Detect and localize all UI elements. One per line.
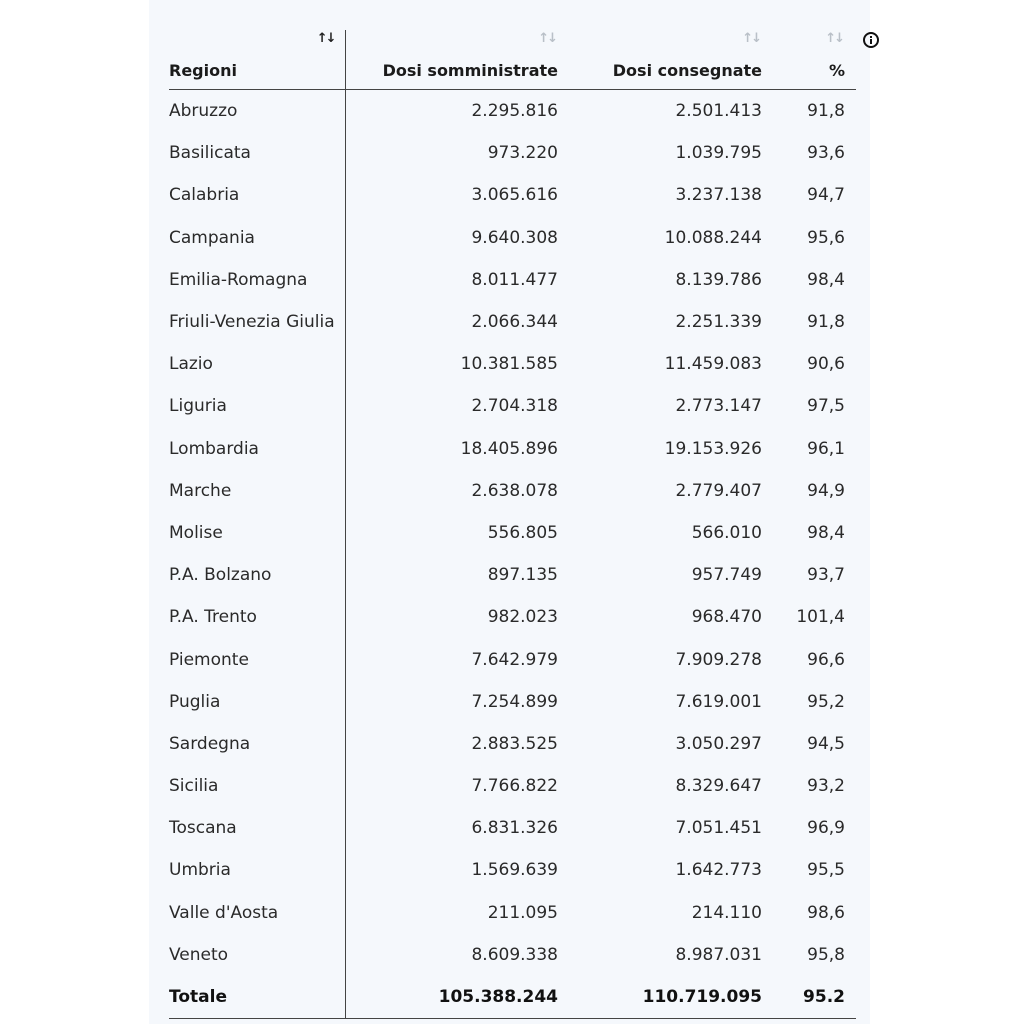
cell-region: Liguria bbox=[169, 385, 345, 427]
cell-region: Valle d'Aosta bbox=[169, 892, 345, 934]
cell-region: P.A. Trento bbox=[169, 596, 345, 638]
cell-administered: 2.066.344 bbox=[471, 312, 558, 333]
cell-delivered: 7.051.451 bbox=[675, 818, 762, 839]
sort-icon[interactable]: ↑↓ bbox=[825, 31, 843, 46]
cell-delivered: 19.153.926 bbox=[664, 438, 762, 459]
cell-delivered: 7.619.001 bbox=[675, 691, 762, 712]
cell-region: Toscana bbox=[169, 807, 345, 849]
table-header-row bbox=[169, 30, 856, 90]
cell-administered: 973.220 bbox=[487, 143, 558, 164]
cell-percent: 94,7 bbox=[807, 185, 845, 206]
cell-percent: 91,8 bbox=[807, 312, 845, 333]
cell-delivered: 1.642.773 bbox=[675, 860, 762, 881]
table-row bbox=[169, 470, 856, 512]
table-body bbox=[169, 90, 856, 1019]
table-row bbox=[169, 385, 856, 427]
table-row bbox=[169, 638, 856, 680]
cell-percent: 96,6 bbox=[807, 649, 845, 670]
cell-administered: 897.135 bbox=[487, 565, 558, 586]
table-row bbox=[169, 259, 856, 301]
cell-percent: 94,5 bbox=[807, 733, 845, 754]
cell-region: Lazio bbox=[169, 343, 345, 385]
cell-delivered: 10.088.244 bbox=[664, 227, 762, 248]
cell-percent: 90,6 bbox=[807, 354, 845, 375]
cell-percent: 95,2 bbox=[807, 691, 845, 712]
table-row bbox=[169, 90, 856, 133]
cell-administered: 3.065.616 bbox=[471, 185, 558, 206]
cell-administered: 6.831.326 bbox=[471, 818, 558, 839]
table-row bbox=[169, 512, 856, 554]
table-row bbox=[169, 892, 856, 934]
cell-percent: 95,8 bbox=[807, 944, 845, 965]
table-row bbox=[169, 849, 856, 891]
cell-administered: 7.766.822 bbox=[471, 776, 558, 797]
cell-percent: 97,5 bbox=[807, 396, 845, 417]
cell-administered: 8.609.338 bbox=[471, 944, 558, 965]
table-row bbox=[169, 596, 856, 638]
cell-administered: 7.642.979 bbox=[471, 649, 558, 670]
cell-region: Molise bbox=[169, 512, 345, 554]
cell-region: Sardegna bbox=[169, 723, 345, 765]
table-row bbox=[169, 428, 856, 470]
cell-delivered: 7.909.278 bbox=[675, 649, 762, 670]
cell-region: Abruzzo bbox=[169, 90, 345, 133]
column-header-label: Dosi consegnate bbox=[612, 61, 762, 80]
table-row bbox=[169, 217, 856, 259]
column-header-administered[interactable] bbox=[345, 30, 570, 90]
info-icon[interactable] bbox=[863, 32, 879, 48]
cell-region: Piemonte bbox=[169, 638, 345, 680]
cell-administered: 10.381.585 bbox=[460, 354, 558, 375]
cell-administered: 2.638.078 bbox=[471, 480, 558, 501]
table-row bbox=[169, 681, 856, 723]
cell-delivered: 11.459.083 bbox=[664, 354, 762, 375]
cell-percent: 95.2 bbox=[772, 976, 856, 1019]
cell-percent: 91,8 bbox=[807, 101, 845, 122]
table-total-row bbox=[169, 976, 856, 1019]
cell-percent: 98,4 bbox=[807, 269, 845, 290]
cell-region: Friuli-Venezia Giulia bbox=[169, 301, 345, 343]
column-header-label: Dosi somministrate bbox=[382, 61, 558, 80]
cell-region: Marche bbox=[169, 470, 345, 512]
column-header-label: % bbox=[828, 61, 845, 80]
sort-icon[interactable]: ↑↓ bbox=[316, 31, 335, 46]
cell-percent: 93,6 bbox=[807, 143, 845, 164]
cell-administered: 105.388.244 bbox=[345, 976, 570, 1019]
cell-percent: 95,6 bbox=[807, 227, 845, 248]
cell-region: Umbria bbox=[169, 849, 345, 891]
cell-administered: 2.295.816 bbox=[471, 101, 558, 122]
cell-delivered: 214.110 bbox=[691, 902, 762, 923]
table-row bbox=[169, 132, 856, 174]
cell-percent: 96,9 bbox=[807, 818, 845, 839]
cell-percent: 93,2 bbox=[807, 776, 845, 797]
cell-administered: 2.883.525 bbox=[471, 733, 558, 754]
cell-delivered: 566.010 bbox=[691, 522, 762, 543]
sort-icon[interactable]: ↑↓ bbox=[538, 31, 556, 46]
cell-administered: 2.704.318 bbox=[471, 396, 558, 417]
cell-delivered: 110.719.095 bbox=[570, 976, 772, 1019]
table-row bbox=[169, 174, 856, 216]
cell-delivered: 3.050.297 bbox=[675, 733, 762, 754]
cell-region: Emilia-Romagna bbox=[169, 259, 345, 301]
table-row bbox=[169, 765, 856, 807]
cell-delivered: 8.139.786 bbox=[675, 269, 762, 290]
cell-percent: 94,9 bbox=[807, 480, 845, 501]
cell-administered: 211.095 bbox=[487, 902, 558, 923]
cell-administered: 7.254.899 bbox=[471, 691, 558, 712]
cell-administered: 982.023 bbox=[487, 607, 558, 628]
cell-percent: 101,4 bbox=[796, 607, 845, 628]
table-row bbox=[169, 301, 856, 343]
cell-delivered: 968.470 bbox=[691, 607, 762, 628]
column-header-label: Regioni bbox=[169, 61, 237, 80]
cell-region: Totale bbox=[169, 976, 345, 1019]
cell-administered: 18.405.896 bbox=[460, 438, 558, 459]
cell-administered: 9.640.308 bbox=[471, 227, 558, 248]
cell-region: Sicilia bbox=[169, 765, 345, 807]
cell-region: Campania bbox=[169, 217, 345, 259]
cell-region: Basilicata bbox=[169, 132, 345, 174]
table-row bbox=[169, 554, 856, 596]
cell-percent: 98,4 bbox=[807, 522, 845, 543]
cell-delivered: 2.779.407 bbox=[675, 480, 762, 501]
cell-delivered: 2.251.339 bbox=[675, 312, 762, 333]
cell-delivered: 957.749 bbox=[691, 565, 762, 586]
column-header-delivered[interactable] bbox=[570, 30, 772, 90]
cell-delivered: 8.987.031 bbox=[675, 944, 762, 965]
cell-delivered: 2.501.413 bbox=[675, 101, 762, 122]
cell-region: Lombardia bbox=[169, 428, 345, 470]
cell-region: P.A. Bolzano bbox=[169, 554, 345, 596]
vaccine-doses-table bbox=[169, 30, 856, 1019]
cell-percent: 98,6 bbox=[807, 902, 845, 923]
cell-percent: 95,5 bbox=[807, 860, 845, 881]
table-row bbox=[169, 934, 856, 976]
cell-region: Calabria bbox=[169, 174, 345, 216]
table-row bbox=[169, 343, 856, 385]
cell-delivered: 1.039.795 bbox=[675, 143, 762, 164]
sort-icon[interactable]: ↑↓ bbox=[742, 31, 760, 46]
column-header-region[interactable] bbox=[169, 30, 345, 90]
table-row bbox=[169, 807, 856, 849]
cell-region: Puglia bbox=[169, 681, 345, 723]
cell-region: Veneto bbox=[169, 934, 345, 976]
table-row bbox=[169, 723, 856, 765]
cell-administered: 8.011.477 bbox=[471, 269, 558, 290]
column-header-percent[interactable] bbox=[772, 30, 856, 90]
cell-percent: 93,7 bbox=[807, 565, 845, 586]
cell-administered: 1.569.639 bbox=[471, 860, 558, 881]
cell-delivered: 8.329.647 bbox=[675, 776, 762, 797]
cell-administered: 556.805 bbox=[487, 522, 558, 543]
cell-delivered: 3.237.138 bbox=[675, 185, 762, 206]
cell-percent: 96,1 bbox=[807, 438, 845, 459]
cell-delivered: 2.773.147 bbox=[675, 396, 762, 417]
